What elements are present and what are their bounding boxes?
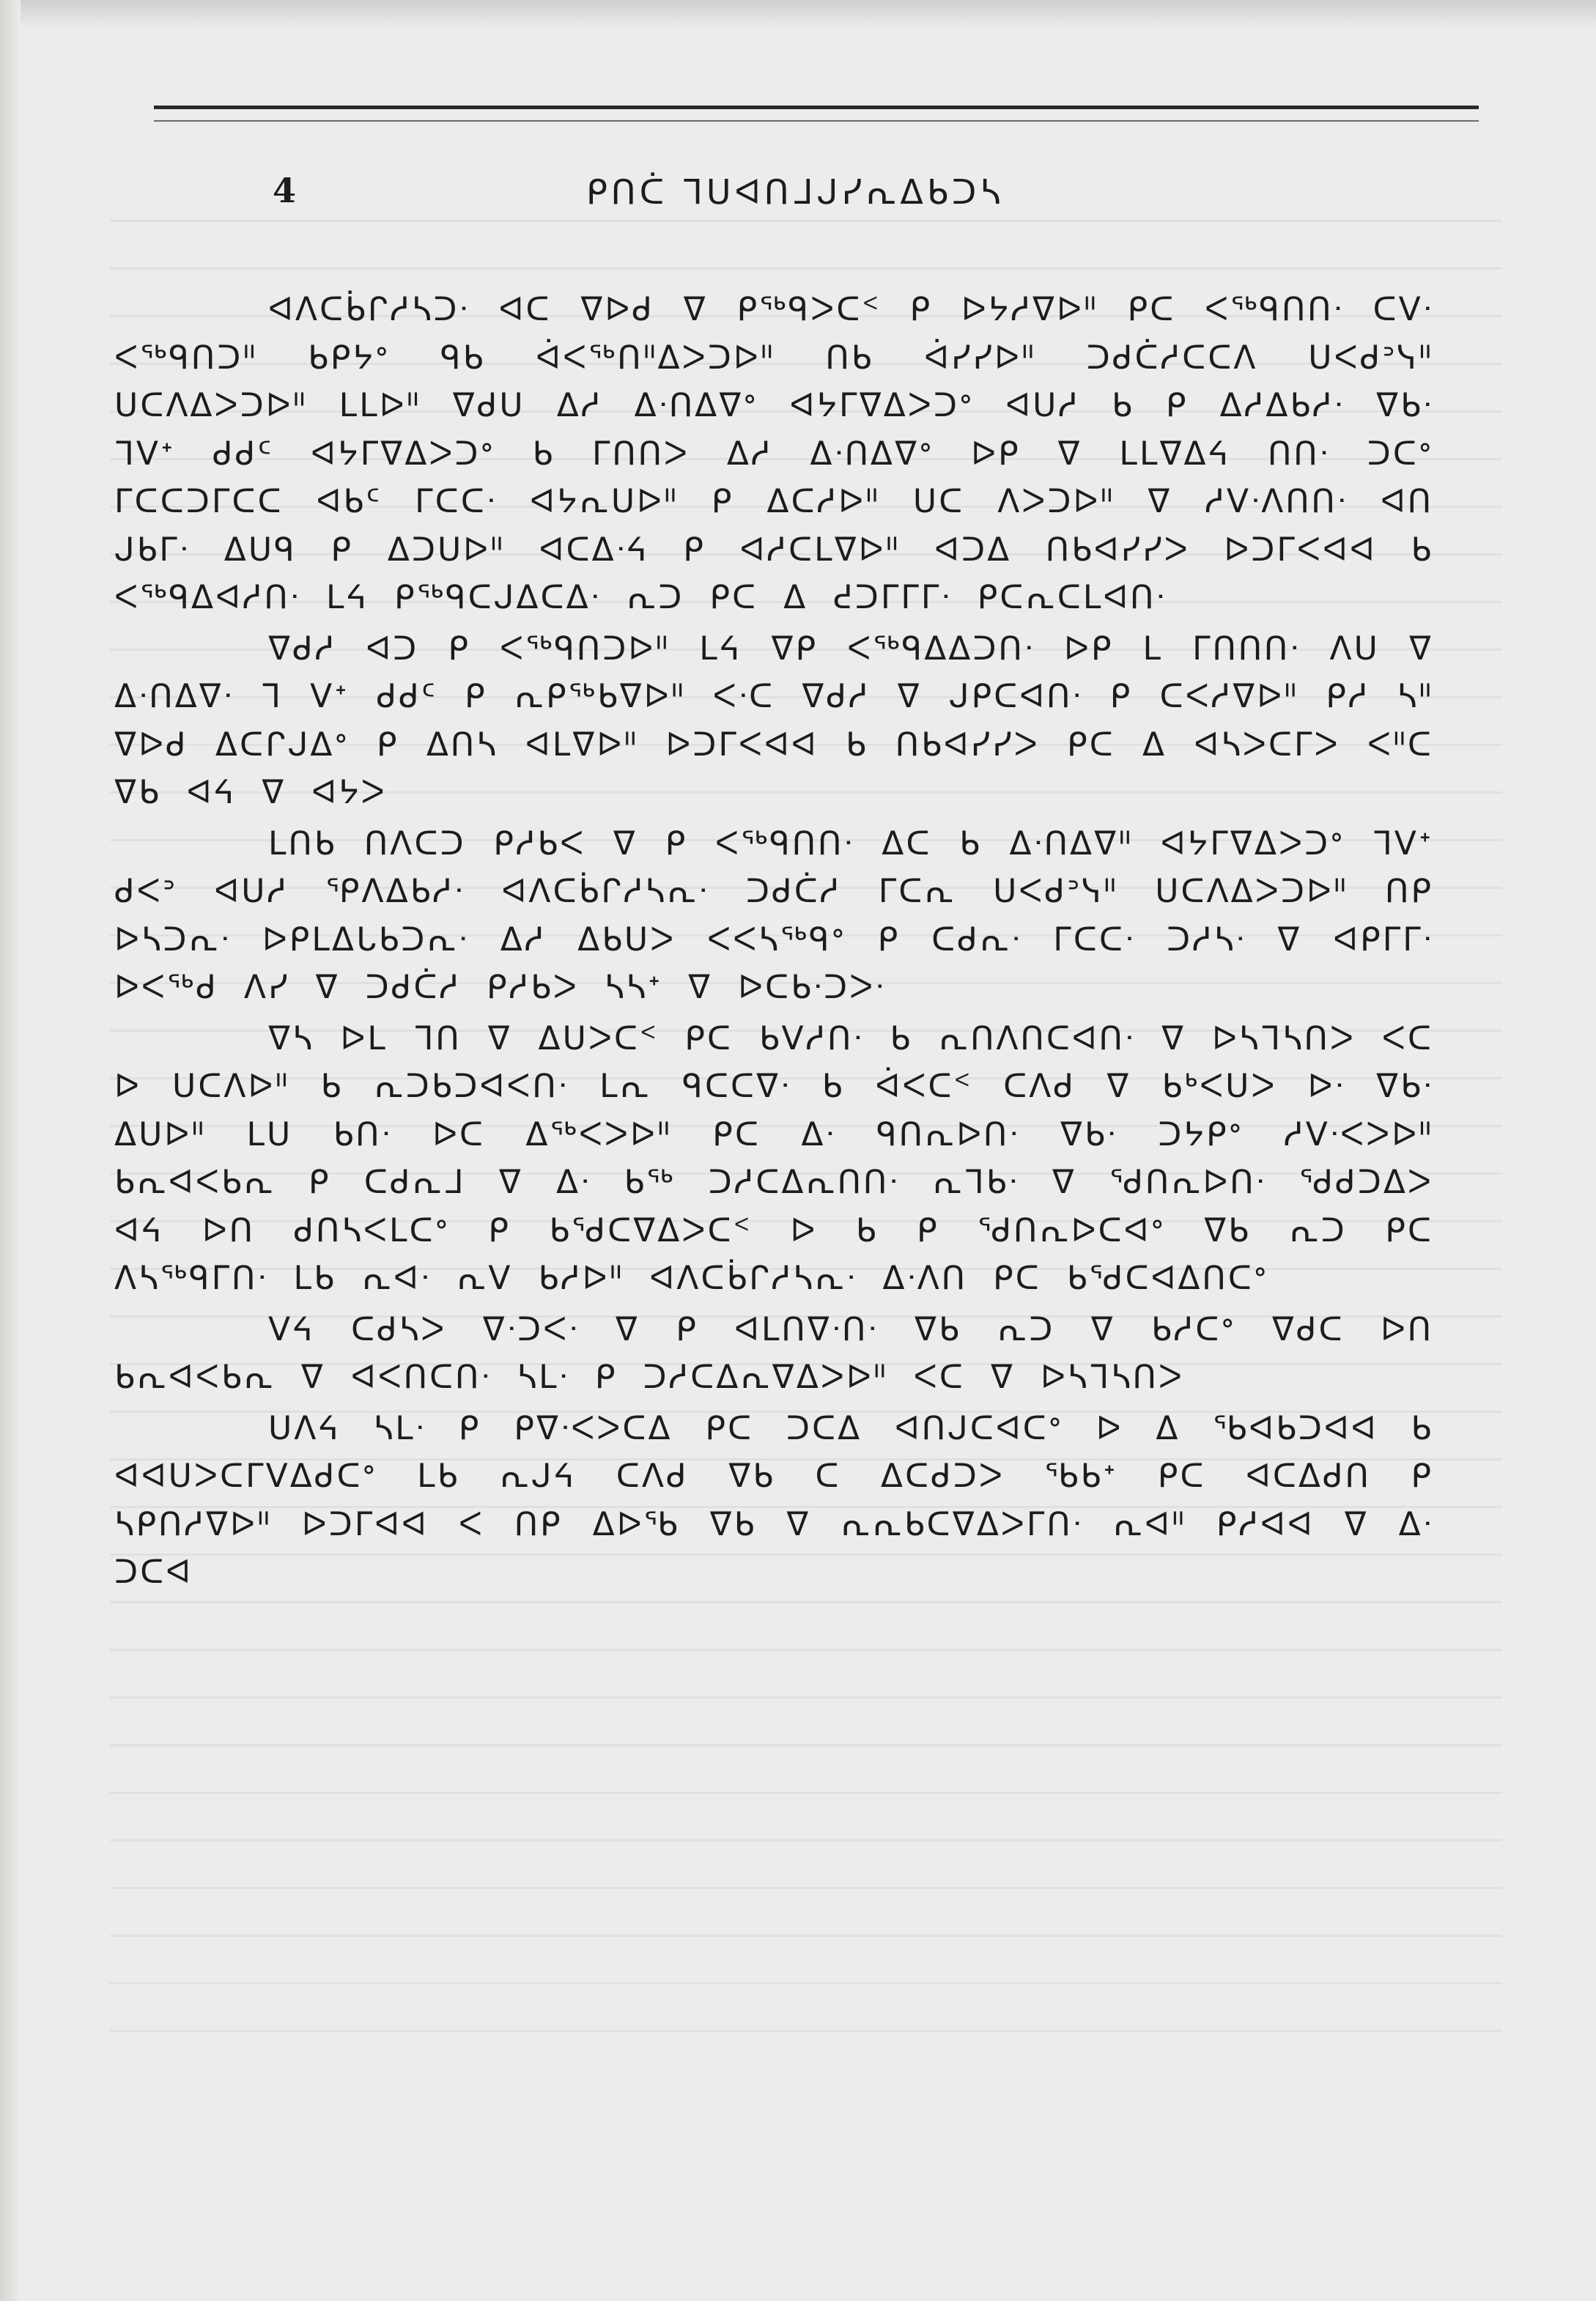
scan-edge-top: [0, 0, 1596, 29]
header-rule: [154, 106, 1479, 109]
header-rule-thin: [154, 120, 1479, 122]
paragraph: ᐁᓴ ᐅᒪ ᒣᑎ ᐁ ᐃᑌᐳᑕᑉ ᑭᑕ ᑲᐯᓱᑎᐧ ᑲ ᕆᑎᐱᑎᑕᐊᑎᐧ ᐁ ᐅᓴᒣᓴᑎᐳ ᐸᑕ ᐅ ᑌᑕᐱᐅᐦ ᑲ ᕆᑐᑲᑐᐊᐸᑎᐧ ᒪᕆ ᑫᑕᑕᐁᐧ ᑲ ᐋᐸᑕᑉ ᑕᐱᑯ ᐁ ᑲᒃᐸᑌᐳ ᐅᐧ ᐁᑲᐧ ᐃᑌᐅᐦ ᒪᑌ ᑲᑎᐧ ᐅᑕ ᐃᖅᐸᐳᐅᐦ ᑭᑕ ᐃᐧ ᑫᑎᕆᐅᑎᐧ ᐁᑲᐧ ᑐᔭᑭᐤ ᓱᐯᐧᐸᐳᐅᐦ ᑲᕆᐊᐸᑲᕆ ᑭ ᑕᑯᕆᒧ ᐁ ᐃᐧ ᑲᖅ ᑐᓱᑕᐃᕆᑎᑎᐧ ᕆᒣᑲᐧ ᐁ ᖁᑎᕆᐅᑎᐧ ᖁᑯᑐᐃᐳ ᐊᔦ ᐅᑎ ᑯᑎᓴᐸᒪᑕᐤ ᑭ ᑲᖁᑕᐁᐃᐳᑕᑉ ᐅ ᑲ ᑭ ᖁᑎᕆᐅᑕᐊᐤ ᐁᑲ ᕆᑐ ᑭᑕ ᐱᓴᖅᑫᒥᑎᐧ ᒪᑲ ᕆᐊᐧ ᕆᐯ ᑲᓱᐅᐦ ᐊᐱᑕᑳᒋᓱᓴᕆᐧ ᐃᐧᐱᑎ ᑭᑕ ᑲᖁᑕᐊᐃᑎᑕᐤ: [114, 1019, 1433, 1297]
paragraph: ᒪᑎᑲ ᑎᐱᑕᑐ ᑭᓱᑲᐸ ᐁ ᑭ ᐸᖅᑫᑎᑎᐧ ᐃᑕ ᑲ ᐃᐧᑎᐃᐁᐦ ᐊᔭᒥᐁᐃᐳᑐᐤ ᒣᐯᕀ ᑯᐸᐣ ᐊᑌᓱ ᕿᐱᐃᑲᓱᐧ ᐊᐱᑕᑳᒋᓱᓴᕆᐧ ᑐᑯᑖᓱ ᒥᑕᕆ ᑌᐸᑯᐣᓭᐦ ᑌᑕᐱᐃᐳᑐᐅᐦ ᑎᑭ ᐅᓴᑐᕆᐧ ᐅᑭᒪᐃᒐᑲᑐᕆᐧ ᐃᓱ ᐃᑲᑌᐳ ᐸᐸᓴᖅᑫᐤ ᑭ ᑕᑯᕆᐧ ᒥᑕᑕᐧ ᑐᓱᓴᐧ ᐁ ᐊᑭᒥᒥᐧ ᐅᐸᖅᑯ ᐱᓯ ᐁ ᑐᑯᑖᓱ ᑭᓱᑲᐳ ᓴᓴᕀ ᐁ ᐅᑕᑲᐧᑐᐳᐧ: [114, 824, 1433, 1006]
scan-edge-left: [0, 0, 21, 2301]
page-number: 4: [273, 171, 297, 210]
paragraph: ᑌᐱᔦ ᓴᒪᐧ ᑭ ᑭᐁᐧᐸᐳᑕᐃ ᑭᑕ ᑐᑕᐃ ᐊᑎᒍᑕᐊᑕᐤ ᐅ ᐃ ᖃᐊᑲᑐᐊᐊ ᑲ ᐊᐊᑌᐳᑕᒥᐯᐃᑯᑕᐤ ᒪᑲ ᕆᒍᔦ ᑕᐱᑯ ᐁᑲ ᑕ ᐃᑕᑯᑐᐳ ᖃᑲᐩ ᑭᑕ ᐊᑕᐃᑯᑎ ᑭ ᓴᑭᑎᓱᐁᐅᐦ ᐅᑐᒥᐊᐊ ᐸ ᑎᑭ ᐃᐅᖃ ᐁᑲ ᐁ ᕆᕆᑲᑕᐁᐃᐳᒥᑎᐧ ᕆᐊᐦ ᑭᓱᐊᐊ ᐁ ᐃᐧ ᑐᑕᐊ: [114, 1409, 1433, 1591]
body-text: [114, 286, 1433, 1597]
running-head: ᑭᑎᑖ ᒣᑌᐊᑎᒧᒍᓯᕆᐃᑲᑐᓴ: [586, 172, 1005, 212]
paragraph: ᐯᔦ ᑕᑯᓴᐳ ᐁᐧᑐᐸᐧ ᐁ ᑭ ᐊᒪᑎᐁᐧᑎᐧ ᐁᑲ ᕆᑐ ᐁ ᑲᓱᑕᐤ ᐁᑯᑕ ᐅᑎ ᑲᕆᐊᐸᑲᕆ ᐁ ᐊᐸᑎᑕᑎᐧ ᓴᒪᐧ ᑭ ᑐᓱᑕᐃᕆᐁᐃᐳᐅᐦ ᐸᑕ ᐁ ᐅᓴᒣᓴᑎᐳ: [114, 1310, 1433, 1396]
paragraph: ᐁᑯᓱ ᐊᑐ ᑭ ᐸᖅᑫᑎᑐᐅᐦ ᒪᔦ ᐁᑭ ᐸᖅᑫᐃᐃᑐᑎᐧ ᐅᑭ ᒪ ᒥᑎᑎᑎᐧ ᐱᑌ ᐁ ᐃᐧᑎᐃᐁᐧ ᒣ ᐯᕀ ᑯᑯᑦ ᑭ ᕆᑭᖅᑲᐁᐅᐦ ᐸᐧᑕ ᐁᑯᓱ ᐁ ᒍᑭᑕᐊᑎᐧ ᑭ ᑕᐸᓱᐁᐅᐦ ᑭᓱ ᓴᐦ ᐁᐅᑯ ᐃᑕᒋᒍᐃᐤ ᑭ ᐃᑎᓴ ᐊᒪᐁᐅᐦ ᐅᑐᒥᐸᐊᐊ ᑲ ᑎᑲᐊᓯᓯᐳ ᑭᑕ ᐃ ᐊᓴᐳᑕᒥᐳ ᐸᐦᑕ ᐁᑲ ᐊᔦ ᐁ ᐊᔭᐳ: [114, 629, 1433, 811]
paragraph: ᐊᐱᑕᑳᒋᓱᓴᑐᐧ ᐊᑕ ᐁᐅᑯ ᐁ ᑭᖅᑫᐳᑕᑉ ᑭ ᐅᔭᓱᐁᐅᐦ ᑭᑕ ᐸᖅᑫᑎᑎᐧ ᑕᐯᐧ ᐸᖅᑫᑎᑐᐦ ᑲᑭᔭᐤ ᑫᑲ ᐋᐸᖅᑎᐦᐃᐳᑐᐅᐦ ᑎᑲ ᐋᓯᓯᐅᐦ ᑐᑯᑖᓱᑕᑕᐱ ᑌᐸᑯᐣᓭᐦ ᑌᑕᐱᐃᐳᑐᐅᐦ ᒪᒪᐅᐦ ᐁᑯᑌ ᐃᓱ ᐃᐧᑎᐃᐁᐤ ᐊᔭᒥᐁᐃᐳᑐᐤ ᐊᑌᓱ ᑲ ᑭ ᐃᓱᐃᑲᓱᐧ ᐁᑲᐧ ᒣᐯᕀ ᑯᑯᑦ ᐊᔭᒥᐁᐃᐳᑐᐤ ᑲ ᒥᑎᑎᐳ ᐃᓱ ᐃᐧᑎᐃᐁᐤ ᐅᑭ ᐁ ᒪᒪᐁᐃᔦ ᑎᑎᐧ ᑐᑕᐤ ᒥᑕᑕᑐᒥᑕᑕ ᐊᑲᑦ ᒥᑕᑕᐧ ᐊᔭᕆᑌᐅᐦ ᑭ ᐃᑕᓱᐅᐦ ᑌᑕ ᐱᐳᑐᐅᐦ ᐁ ᓱᐯᐧᐱᑎᑎᐧ ᐊᑎ ᒍᑲᒥᐧ ᐃᑌᑫ ᑭ ᐃᑐᑌᐅᐦ ᐊᑕᐃᐧᔦ ᑭ ᐊᓱᑕᒪᐁᐅᐦ ᐊᑐᐃ ᑎᑲᐊᓯᓯᐳ ᐅᑐᒥᐸᐊᐊ ᑲ ᐸᖅᑫᐃᐊᓱᑎᐧ ᒪᔦ ᑭᖅᑫᑕᒍᐃᑕᐃᐧ ᕆᑐ ᑭᑕ ᐃ ᕍᑐᒥᒥᒥᐧ ᑭᑕᕆᑕᒪᐊᑎᐧ: [114, 291, 1433, 616]
